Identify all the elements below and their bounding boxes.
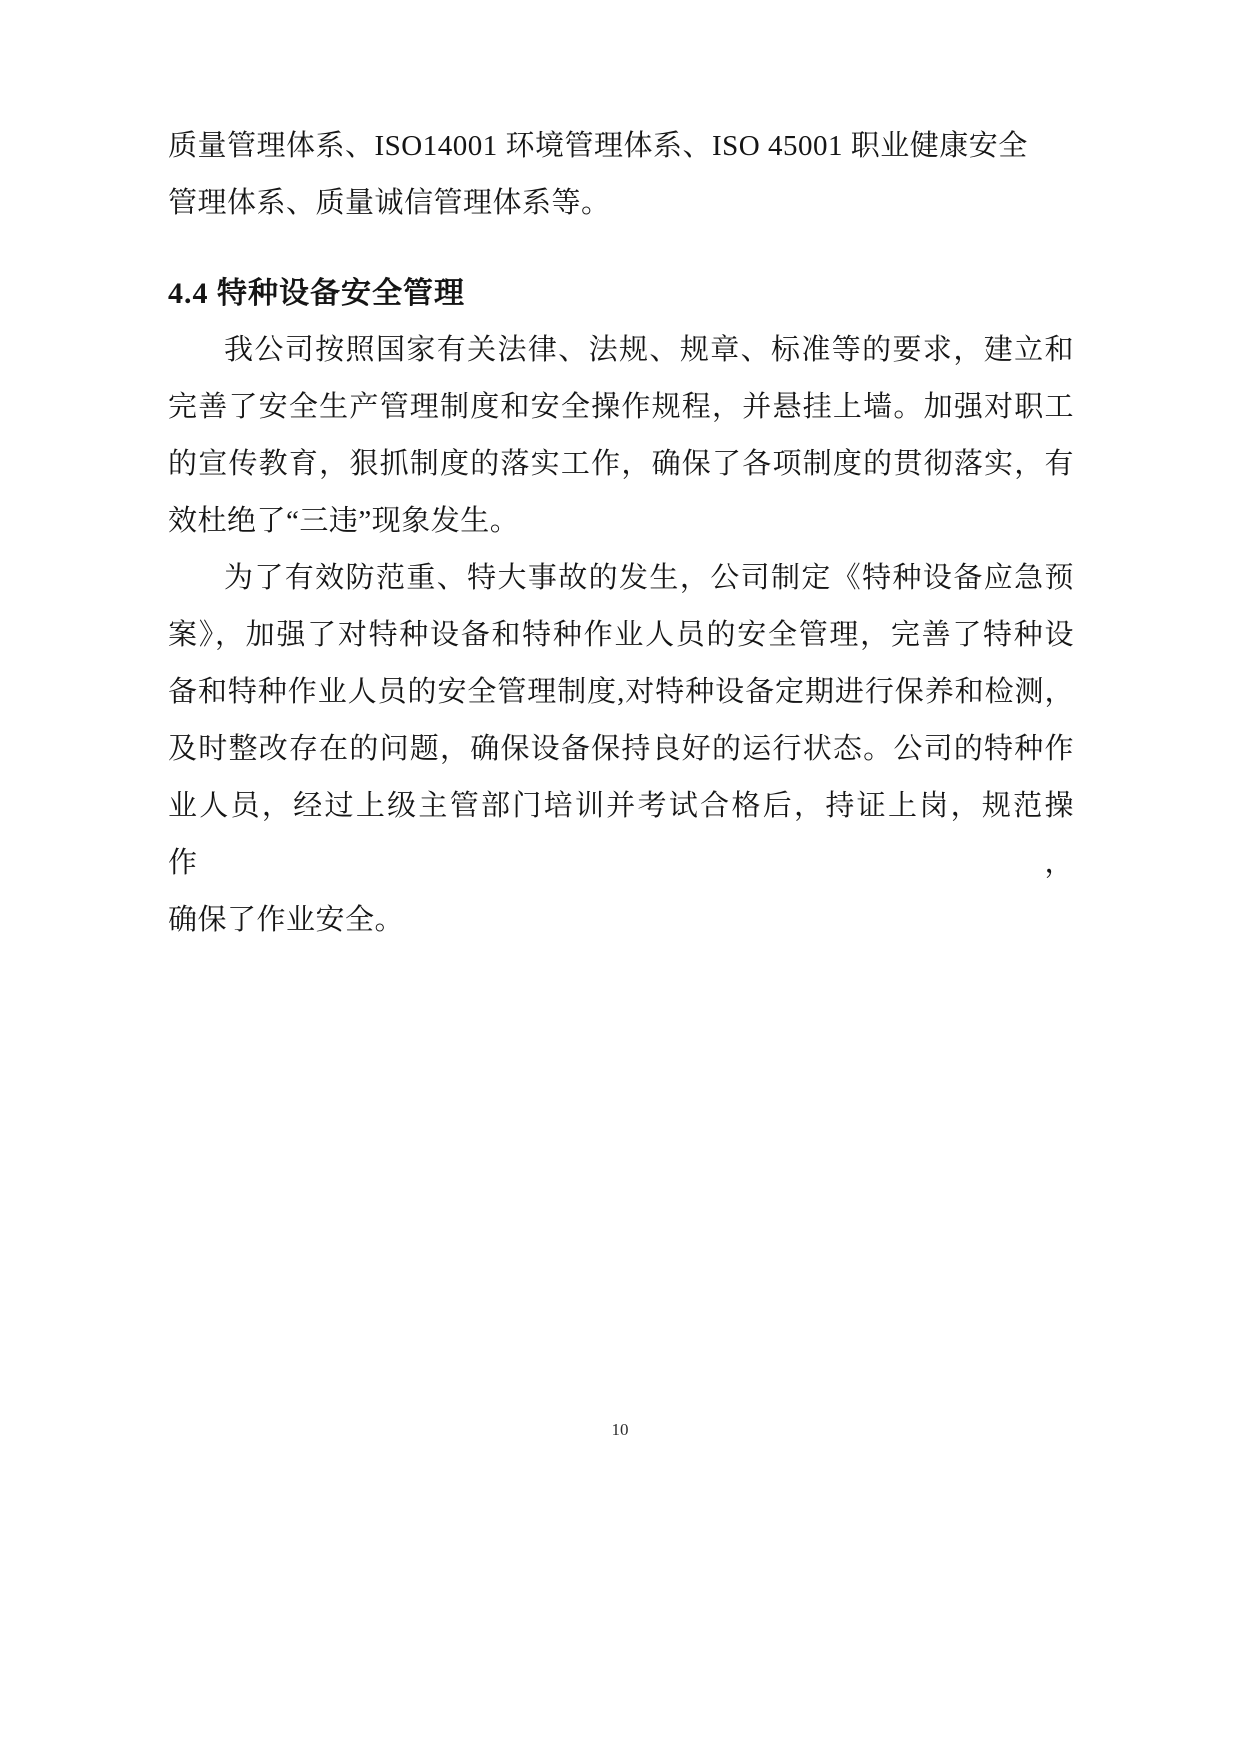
paragraph-line: 确保了作业安全。 xyxy=(168,904,405,936)
page-number: 10 xyxy=(611,1420,629,1439)
intro-line: 管理体系、质量诚信管理体系等。 xyxy=(168,187,611,219)
section-heading: 4.4 特种设备安全管理 xyxy=(168,277,465,310)
paragraph-line: 为了有效防范重、特大事故的发生，公司制定《特种设备应急预 xyxy=(224,562,1074,594)
paragraph-line: 完善了安全生产管理制度和安全操作规程，并悬挂上墙。加强对职工 xyxy=(168,391,1074,423)
paragraph-line: 及时整改存在的问题，确保设备保持良好的运行状态。公司的特种作 xyxy=(168,733,1074,765)
intro-line: 质量管理体系、ISO14001 环境管理体系、ISO 45001 职业健康安全 xyxy=(168,130,1028,162)
paragraph-line: 备和特种作业人员的安全管理制度,对特种设备定期进行保养和检测， xyxy=(168,676,1074,708)
page-footer xyxy=(0,1420,1240,1440)
paragraph-line: 我公司按照国家有关法律、法规、规章、标准等的要求，建立和 xyxy=(224,334,1074,366)
paragraph-line: 效杜绝了“三违”现象发生。 xyxy=(168,505,520,537)
paragraph-line: 业人员，经过上级主管部门培训并考试合格后，持证上岗，规范操作， xyxy=(168,790,1074,879)
page-content xyxy=(168,118,1074,949)
paragraph-line: 的宣传教育，狠抓制度的落实工作，确保了各项制度的贯彻落实，有 xyxy=(168,448,1074,480)
paragraph-line: 案》，加强了对特种设备和特种作业人员的安全管理，完善了特种设 xyxy=(168,619,1074,651)
